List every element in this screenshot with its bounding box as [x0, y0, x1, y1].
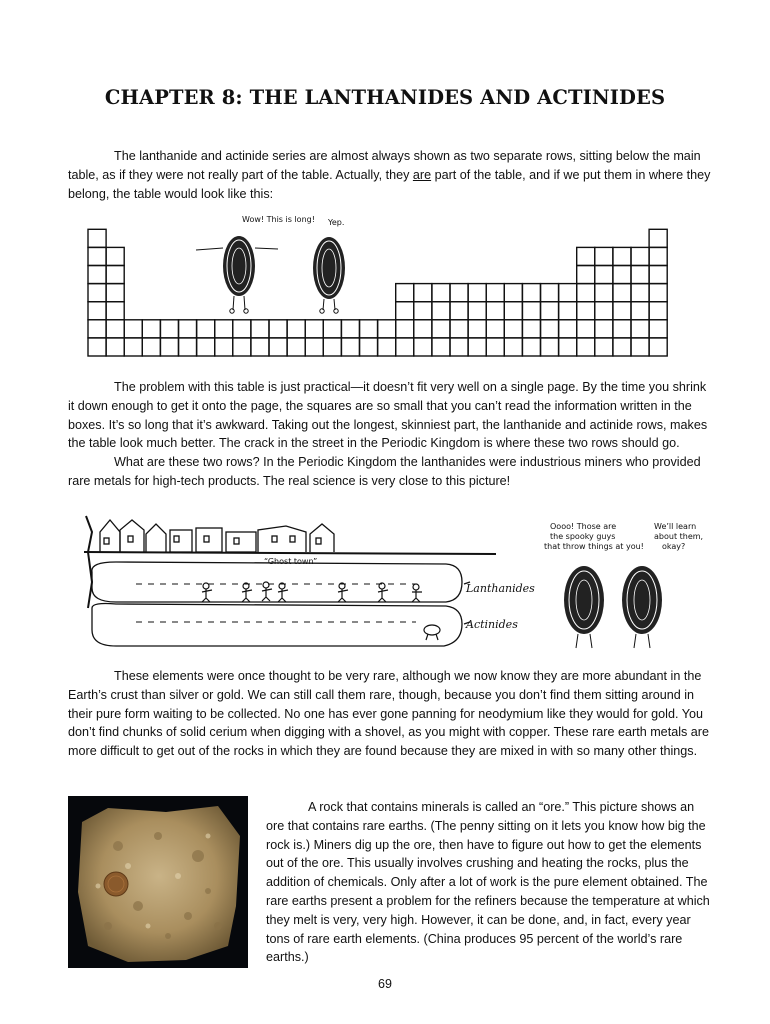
speech-left-line-2: the spooky guys	[550, 532, 616, 541]
paragraph-ore-text: A rock that contains minerals is called an “ore.” This picture shows an ore that contains rare earths. (The penny sitting on it lets you know how big the rock is.) Miners dig up the ore, then have to figure out how to get the elements out of the ore. This usually involves crushing and heating the rocks, plus the addition of chemicals. Only after a lot of work is the pure element obtained. The rare earths present a problem for the refiners because the temperature at which they melt is very, very high. However, it can be done, and, in fact, every year tons of rare earth elements. (China produces 95 percent of the world’s rare earths.)	[266, 800, 710, 965]
lanthanide-tunnel	[92, 562, 462, 602]
ghost-town-label: “Ghost town”	[264, 557, 318, 566]
lanthanides-label: Lanthanides	[466, 582, 535, 595]
paragraph-problem-text: The problem with this table is just practical—it doesn’t fit very well on a single page. By the time you shrink it down enough to get it onto the page, the squares are so small that you can’t read the information written in the boxes. It’s so long that it’s awkward. Taking out the longest, skinniest part, the lanthanide and actinide rows, makes the table look much better. The crack in the street in the Periodic Kingdom is where these two rows should go.	[68, 380, 708, 451]
bug-left	[196, 215, 315, 313]
speech-right: Yep.	[328, 218, 345, 227]
speech-left: Wow! This is long!	[242, 215, 315, 224]
mining-tunnel-figure	[76, 512, 716, 662]
speech-bubbles	[544, 522, 703, 551]
paragraph-problem	[68, 378, 714, 491]
paragraph-intro-text-b: part of the table, and if we put them in where they belong, the table would look like this:	[68, 167, 711, 201]
speech-left-line-1: Oooo! Those are	[550, 522, 617, 531]
actinides-label: Actinides	[466, 618, 518, 631]
speech-right-line-1: We’ll learn	[654, 522, 697, 531]
speech-right-line-2: about them,	[654, 532, 704, 541]
page-number: 69	[378, 977, 392, 991]
ore-rock-photo	[68, 796, 248, 968]
chapter-title: CHAPTER 8: THE LANTHANIDES AND ACTINIDES	[104, 86, 666, 109]
bug-pair	[564, 566, 662, 648]
bug-right	[313, 218, 345, 313]
paragraph-miners-text: What are these two rows? In the Periodic Kingdom the lanthanides were industrious miners who provided rare metals for high-tech products. The real science is very close to this picture!	[68, 455, 701, 488]
paragraph-intro-emphasis: are	[412, 167, 432, 182]
paragraph-ore	[266, 798, 714, 967]
penny-icon	[104, 872, 128, 896]
actinide-tunnel	[92, 604, 462, 647]
ghost-town-buildings	[100, 520, 334, 552]
paragraph-intro-text-a: The lanthanide and actinide series are almost always shown as two separate rows, sitting below the main table, as if they were not really part of the table. Actually, they	[68, 149, 701, 182]
paragraph-rare-earths	[68, 667, 714, 761]
paragraph-rare-earths-text: These elements were once thought to be very rare, although we now know they are more abundant in the Earth’s crust than silver or gold. We can still call them rare, though, because you don’t find them sitting around in their pure form waiting to be collected. No one has ever gone panning for neodymium like they would for gold. You don’t find chunks of solid cerium when digging with a shovel, as you might with copper. These rare earth metals are more difficult to get out of the rocks in which they are found because they are mixed in with so many other things.	[68, 669, 709, 759]
speech-right-line-3: okay?	[662, 542, 686, 551]
speech-left-line-3: that throw things at you!	[544, 542, 644, 551]
paragraph-intro	[68, 147, 714, 203]
long-periodic-table-figure	[84, 210, 688, 362]
